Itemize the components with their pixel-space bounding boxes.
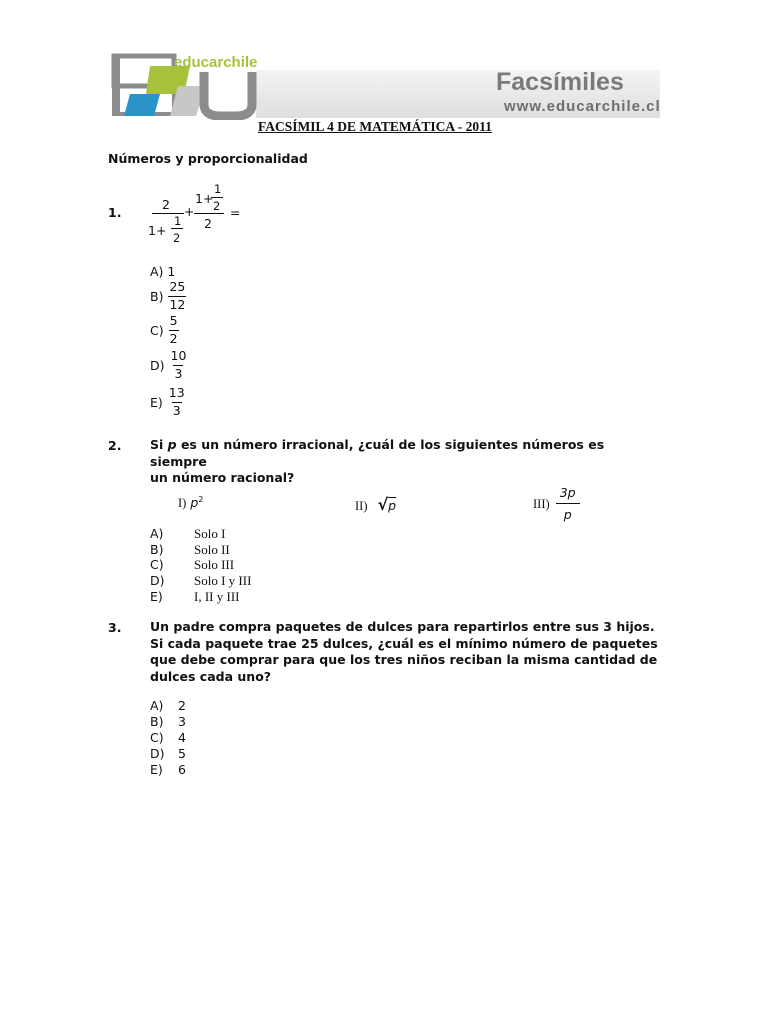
q2-option-c[interactable]: C) Solo III	[150, 557, 235, 573]
q2-option-a[interactable]: A) Solo I	[150, 526, 226, 541]
header-banner	[108, 50, 660, 120]
expr-a-den-frac-bar	[171, 228, 183, 229]
question-1-number: 1.	[108, 205, 122, 220]
expr-a-den-frac-num: 1	[174, 214, 182, 228]
statement-fraction: $\frac{3p}{p}$	[556, 487, 580, 521]
q2-options	[150, 526, 251, 605]
expr-b-denominator: 2	[204, 216, 212, 231]
option-label: E)	[150, 394, 163, 410]
sqrt-icon: √	[377, 495, 389, 514]
expr-a-numerator: 2	[162, 197, 170, 212]
q1-option-b[interactable]	[150, 281, 186, 311]
expr-plus: +	[184, 204, 195, 219]
question-3-line: que debe comprar para que los tres niños reciban la misma cantidad de	[150, 652, 658, 667]
option-label: A)	[150, 264, 164, 279]
option-label: D)	[150, 357, 165, 373]
question-2-number: 2.	[108, 438, 122, 453]
q3-option-a[interactable]: A) 2	[150, 698, 186, 713]
q1-option-d[interactable]	[150, 350, 187, 380]
q1-option-a[interactable]	[150, 264, 175, 279]
expr-b-num-frac-bar	[211, 197, 223, 198]
q3-options	[150, 698, 186, 778]
q3-option-e[interactable]: E) 6	[150, 761, 186, 777]
question-3-text	[150, 619, 665, 685]
q3-option-b[interactable]: B) 3	[150, 713, 186, 729]
question-1-expression	[146, 182, 246, 248]
q2-statement-i: I) $p^2$	[178, 495, 204, 511]
question-3-line: dulces cada uno?	[150, 668, 272, 684]
brand-url: www.educarchile.cl	[504, 98, 661, 115]
expr-equals: =	[230, 205, 241, 220]
expr-b-num-frac-den: 2	[213, 199, 221, 213]
expr-b-num-int: 1+	[195, 191, 214, 206]
option-fraction: $\frac{13}{3}$	[168, 385, 185, 418]
expr-b-fraction-bar	[194, 213, 224, 214]
option-fraction: $\frac{25}{12}$	[169, 279, 186, 312]
question-3-number: 3.	[108, 620, 122, 635]
q1-option-c[interactable]	[150, 315, 179, 345]
brand-title: Facsímiles	[496, 68, 624, 96]
question-3-line: Si cada paquete trae 25 dulces, ¿cuál es el mínimo número de paquetes	[150, 635, 658, 651]
option-value: 1	[167, 264, 176, 279]
q1-option-e[interactable]	[150, 387, 186, 417]
expr-a-den-frac-den: 2	[173, 231, 181, 245]
expr-b-num-frac-num: 1	[214, 182, 222, 196]
option-label: C)	[150, 322, 164, 338]
q3-option-c[interactable]: C) 4	[150, 729, 186, 745]
option-fraction: $\frac{10}{3}$	[170, 348, 187, 381]
q2-statement-iii: III) $\frac{3p}{p}$	[533, 487, 580, 521]
expr-a-den-int: 1+	[148, 223, 167, 238]
q2-statement-ii: II) √p	[355, 495, 397, 514]
question-2-text	[150, 437, 665, 487]
question-2-line-1: Si p es un número irracional, ¿cuál de los siguientes números es siempre	[150, 437, 605, 469]
question-2-line-2: un número racional?	[150, 470, 295, 485]
question-3-line: Un padre compra paquetes de dulces para repartirlos entre sus 3 hijos.	[150, 619, 655, 634]
section-title: Números y proporcionalidad	[108, 151, 308, 166]
option-label: B)	[150, 288, 164, 304]
variable-p: p	[167, 437, 177, 452]
q3-option-d[interactable]: D) 5	[150, 745, 186, 761]
q2-option-d[interactable]: D) Solo I y III	[150, 573, 252, 589]
q2-option-b[interactable]: B) Solo II	[150, 541, 230, 557]
logo-text: educarchile	[174, 54, 258, 71]
q2-option-e[interactable]: E) I, II y III	[150, 588, 240, 604]
document-title: FACSÍMIL 4 DE MATEMÁTICA - 2011	[258, 119, 492, 134]
option-fraction: $\frac{5}{2}$	[169, 313, 178, 346]
